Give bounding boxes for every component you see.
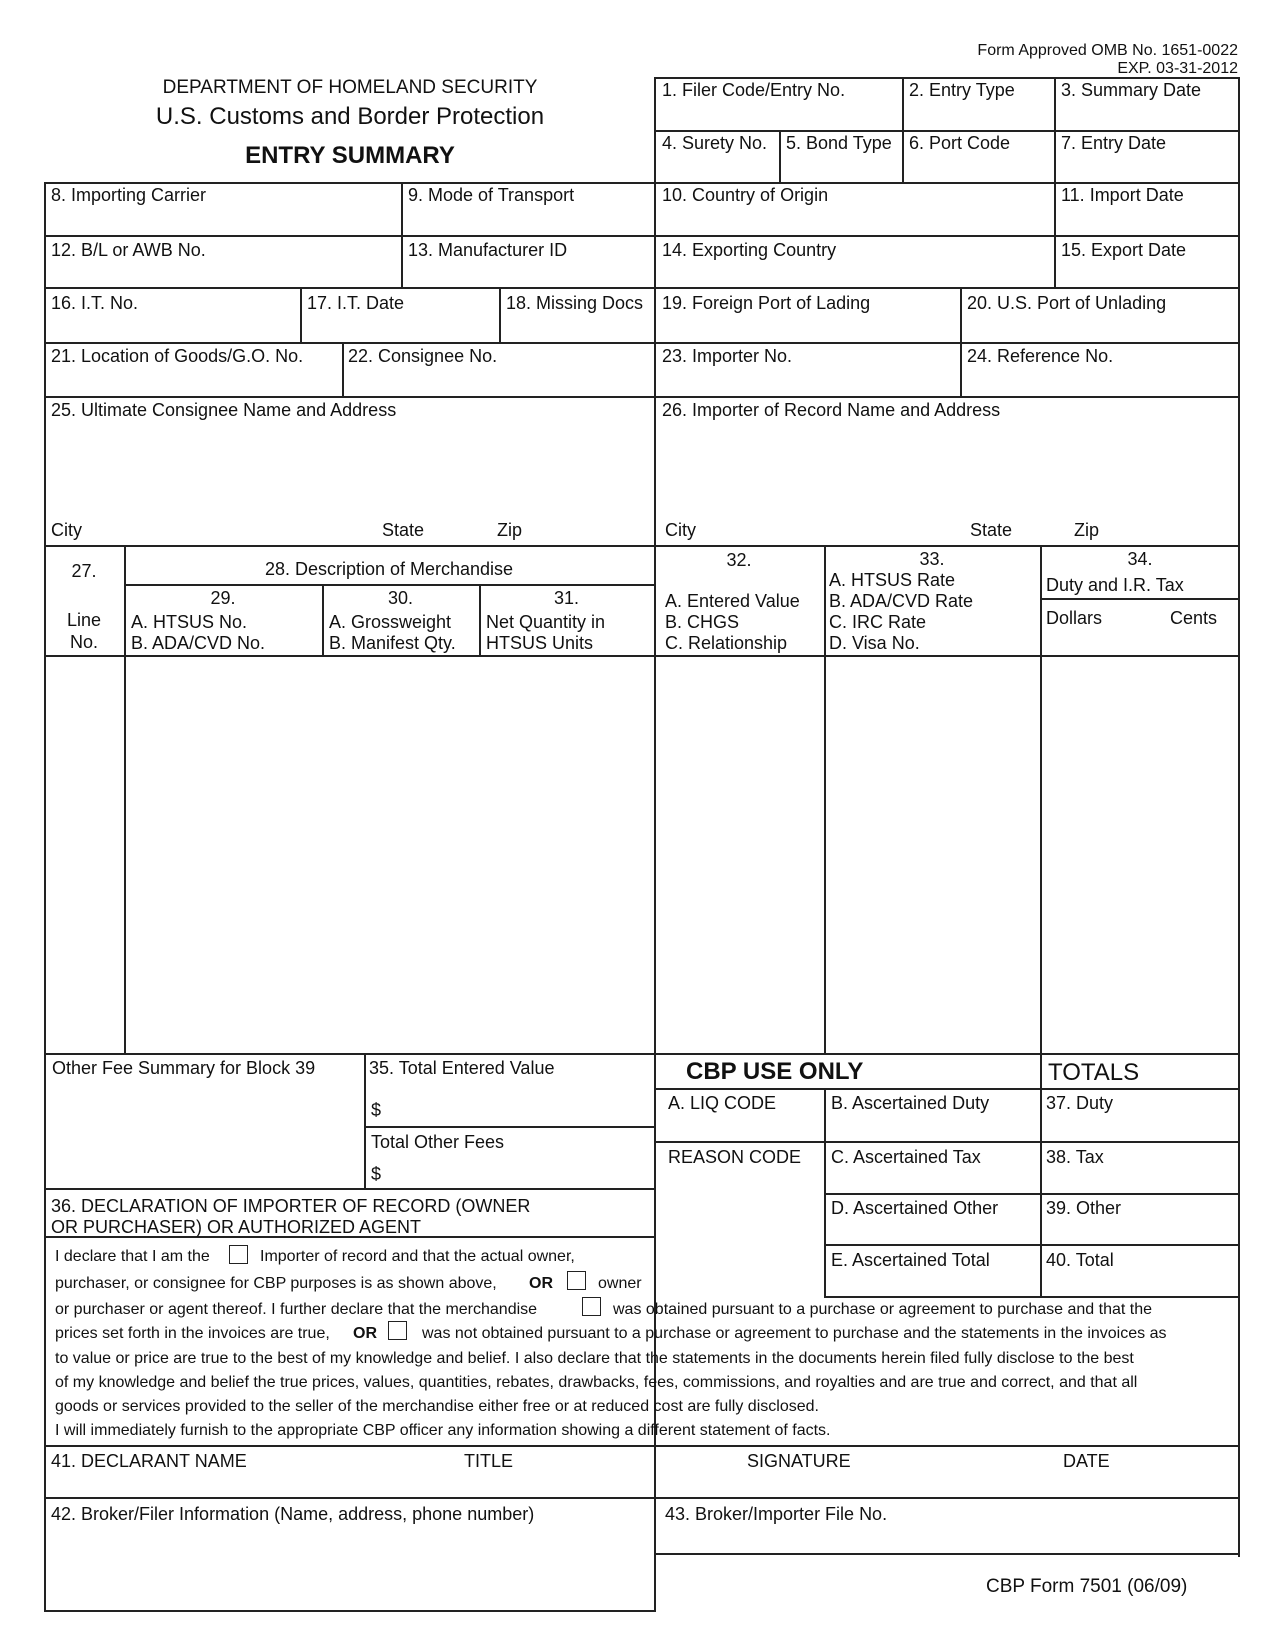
owner-checkbox[interactable] (567, 1271, 586, 1290)
col-34-header: 34. (1127, 549, 1153, 569)
col-33b-label: B. ADA/CVD Rate (829, 591, 974, 611)
page-title: ENTRY SUMMARY (245, 142, 455, 169)
totals-heading: TOTALS (1048, 1059, 1140, 1086)
entry-type-field[interactable]: 2. Entry Type (909, 80, 1015, 100)
ascertained-other-field[interactable]: D. Ascertained Other (831, 1198, 999, 1218)
consignee-no-field[interactable]: 22. Consignee No. (348, 346, 498, 366)
col-30b-label: B. Manifest Qty. (329, 633, 456, 653)
declaration-or1: OR (529, 1275, 553, 1292)
col-33d-label: D. Visa No. (829, 633, 920, 653)
location-of-goods-field[interactable]: 21. Location of Goods/G.O. No. (51, 346, 304, 366)
declaration-line4b: was not obtained pursuant to a purchase or agreement to purchase and the statements in the invoices as (422, 1325, 1167, 1342)
declarant-signature-field[interactable]: SIGNATURE (747, 1451, 851, 1471)
omb-number: Form Approved OMB No. 1651-0022 (977, 42, 1238, 59)
importing-carrier-field[interactable]: 8. Importing Carrier (51, 185, 207, 205)
col-29-header: 29. (210, 588, 236, 608)
manufacturer-id-field[interactable]: 13. Manufacturer ID (408, 240, 568, 260)
col-29b-label: B. ADA/CVD No. (131, 633, 266, 653)
bl-awb-field[interactable]: 12. B/L or AWB No. (51, 240, 206, 260)
declaration-line2b: owner (598, 1275, 642, 1292)
ascertained-tax-field[interactable]: C. Ascertained Tax (831, 1147, 981, 1167)
declaration-line4a: prices set forth in the invoices are true, (55, 1325, 330, 1342)
col-30-header: 30. (387, 588, 414, 608)
cbp-use-only-heading: CBP USE ONLY (686, 1058, 864, 1085)
declaration-line3b: was obtained pursuant to a purchase or agreement to purchase and that the (613, 1301, 1153, 1318)
exporting-country-field[interactable]: 14. Exporting Country (662, 240, 837, 260)
col-34a-label: Duty and I.R. Tax (1046, 575, 1184, 595)
grand-total-field[interactable]: 40. Total (1046, 1250, 1114, 1270)
not-obtained-purchase-checkbox[interactable] (388, 1321, 407, 1340)
col-cents-label: Cents (1170, 608, 1218, 628)
col-33-header: 33. (919, 549, 945, 569)
bond-type-field[interactable]: 5. Bond Type (786, 133, 892, 153)
form-number: CBP Form 7501 (06/09) (986, 1576, 1188, 1597)
other-fee-summary-field[interactable]: Other Fee Summary for Block 39 (52, 1058, 316, 1078)
declarant-name-field[interactable]: 41. DECLARANT NAME (51, 1451, 247, 1471)
reason-code-field[interactable]: REASON CODE (668, 1147, 802, 1167)
port-code-field[interactable]: 6. Port Code (909, 133, 1011, 153)
col-33c-label: C. IRC Rate (829, 612, 927, 632)
mode-of-transport-field[interactable]: 9. Mode of Transport (408, 185, 575, 205)
other-fees-dollar-sign: $ (371, 1164, 382, 1184)
col-29a-label: A. HTSUS No. (131, 612, 248, 632)
import-date-field[interactable]: 11. Import Date (1061, 185, 1184, 205)
declaration-line1b: Importer of record and that the actual owner, (260, 1248, 575, 1265)
col-32b-label: B. CHGS (665, 612, 740, 632)
col-31a-label: Net Quantity in (486, 612, 606, 632)
filer-code-field[interactable]: 1. Filer Code/Entry No. (662, 80, 846, 100)
declaration-or2: OR (353, 1325, 377, 1342)
declaration-title-line1: 36. DECLARATION OF IMPORTER OF RECORD (OWNER (51, 1196, 531, 1216)
missing-docs-field[interactable]: 18. Missing Docs (506, 293, 644, 313)
consignee-zip-label: Zip (497, 520, 523, 540)
obtained-purchase-checkbox[interactable] (582, 1297, 601, 1316)
col-dollars-label: Dollars (1046, 608, 1103, 628)
ascertained-duty-field[interactable]: B. Ascertained Duty (831, 1093, 990, 1113)
ultimate-consignee-field[interactable]: 25. Ultimate Consignee Name and Address (51, 400, 397, 420)
importer-no-field[interactable]: 23. Importer No. (662, 346, 793, 366)
importer-of-record-checkbox[interactable] (229, 1245, 248, 1264)
export-date-field[interactable]: 15. Export Date (1061, 240, 1187, 260)
entered-value-dollar-sign: $ (371, 1100, 382, 1120)
surety-no-field[interactable]: 4. Surety No. (662, 133, 768, 153)
col-32-header: 32. (726, 550, 752, 570)
consignee-state-label: State (382, 520, 425, 540)
importer-state-label: State (970, 520, 1013, 540)
declaration-line1a: I declare that I am the (55, 1248, 210, 1265)
importer-zip-label: Zip (1074, 520, 1100, 540)
broker-importer-file-field[interactable]: 43. Broker/Importer File No. (665, 1504, 888, 1524)
col-32c-label: C. Relationship (665, 633, 788, 653)
importer-city-label: City (665, 520, 696, 540)
col-no-label: No. (69, 632, 98, 652)
declaration-line2a: purchaser, or consignee for CBP purposes is as shown above, (55, 1275, 497, 1292)
declaration-line6: of my knowledge and belief the true prices, values, quantities, rebates, drawbacks, fees, commissions, and royalties and are true and correct, and that all (55, 1374, 1138, 1391)
it-date-field[interactable]: 17. I.T. Date (307, 293, 405, 313)
declarant-date-field[interactable]: DATE (1063, 1451, 1110, 1471)
declaration-line7: goods or services provided to the seller of the merchandise either free or at reduced cost are fully disclosed. (55, 1398, 819, 1415)
total-entered-value-field[interactable]: 35. Total Entered Value (369, 1058, 555, 1078)
declaration-line5: to value or price are true to the best of my knowledge and belief. I also declare that the statements in the documents herein filed fully disclose to the best (55, 1350, 1134, 1367)
importer-of-record-field[interactable]: 26. Importer of Record Name and Address (662, 400, 1001, 420)
reference-no-field[interactable]: 24. Reference No. (967, 346, 1114, 366)
declaration-line8: I will immediately furnish to the appropriate CBP officer any information showing a different statement of facts. (55, 1422, 831, 1439)
it-no-field[interactable]: 16. I.T. No. (51, 293, 139, 313)
tax-total-field[interactable]: 38. Tax (1046, 1147, 1104, 1167)
expiration-date: EXP. 03-31-2012 (1117, 60, 1238, 77)
country-of-origin-field[interactable]: 10. Country of Origin (662, 185, 829, 205)
col-32a-label: A. Entered Value (665, 591, 800, 611)
liq-code-field[interactable]: A. LIQ CODE (668, 1093, 777, 1113)
col-28-header: 28. Description of Merchandise (264, 559, 514, 579)
declaration-line3a: or purchaser or agent thereof. I further declare that the merchandise (55, 1301, 538, 1318)
col-33a-label: A. HTSUS Rate (829, 570, 956, 590)
col-line-label: Line (66, 610, 102, 630)
agency-name: U.S. Customs and Border Protection (155, 103, 545, 130)
col-27-header: 27. (71, 561, 97, 581)
consignee-city-label: City (51, 520, 82, 540)
entry-date-field[interactable]: 7. Entry Date (1061, 133, 1167, 153)
col-31b-label: HTSUS Units (486, 633, 594, 653)
declarant-title-field[interactable]: TITLE (464, 1451, 514, 1471)
ascertained-total-field[interactable]: E. Ascertained Total (831, 1250, 990, 1270)
department-name: DEPARTMENT OF HOMELAND SECURITY (162, 77, 538, 98)
summary-date-field[interactable]: 3. Summary Date (1061, 80, 1202, 100)
total-other-fees-field[interactable]: Total Other Fees (371, 1132, 505, 1152)
duty-total-field[interactable]: 37. Duty (1046, 1093, 1114, 1113)
col-31-header: 31. (553, 588, 580, 608)
col-30a-label: A. Grossweight (329, 612, 452, 632)
other-total-field[interactable]: 39. Other (1046, 1198, 1122, 1218)
declaration-title-line2: OR PURCHASER) OR AUTHORIZED AGENT (51, 1217, 422, 1237)
foreign-port-lading-field[interactable]: 19. Foreign Port of Lading (662, 293, 871, 313)
us-port-unlading-field[interactable]: 20. U.S. Port of Unlading (967, 293, 1167, 313)
broker-filer-info-field[interactable]: 42. Broker/Filer Information (Name, address, phone number) (51, 1504, 535, 1524)
